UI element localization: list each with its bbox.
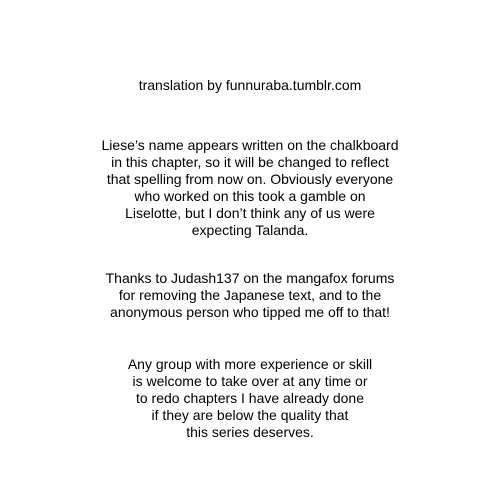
paragraph-line: if they are below the quality that bbox=[151, 407, 349, 423]
paragraph-line: this series deserves. bbox=[186, 424, 314, 440]
paragraph-line: is welcome to take over at any time or bbox=[132, 373, 368, 389]
credit-line bbox=[0, 77, 500, 94]
note-paragraph-name-change bbox=[0, 137, 500, 239]
paragraph-line: Liselotte, but I don’t think any of us were bbox=[125, 205, 375, 221]
credit-text: translation by funnuraba.tumblr.com bbox=[138, 77, 362, 93]
paragraph-line: who worked on this took a gamble on bbox=[134, 188, 366, 204]
paragraph-line: to redo chapters I have already done bbox=[135, 390, 365, 406]
paragraph-line: Liese’s name appears written on the chalkboard bbox=[101, 137, 399, 153]
paragraph-line: in this chapter, so it will be changed to reflect bbox=[111, 154, 389, 170]
note-paragraph-thanks bbox=[0, 270, 500, 321]
paragraph-line: for removing the Japanese text, and to the bbox=[118, 287, 382, 303]
note-paragraph-takeover bbox=[0, 356, 500, 441]
paragraph-line: Thanks to Judash137 on the mangafox forums bbox=[105, 270, 395, 286]
paragraph-line: expecting Talanda. bbox=[191, 222, 309, 238]
paragraph-line: that spelling from now on. Obviously everyone bbox=[106, 171, 394, 187]
paragraph-line: Any group with more experience or skill bbox=[127, 356, 373, 372]
paragraph-line: anonymous person who tipped me off to that! bbox=[110, 304, 390, 320]
